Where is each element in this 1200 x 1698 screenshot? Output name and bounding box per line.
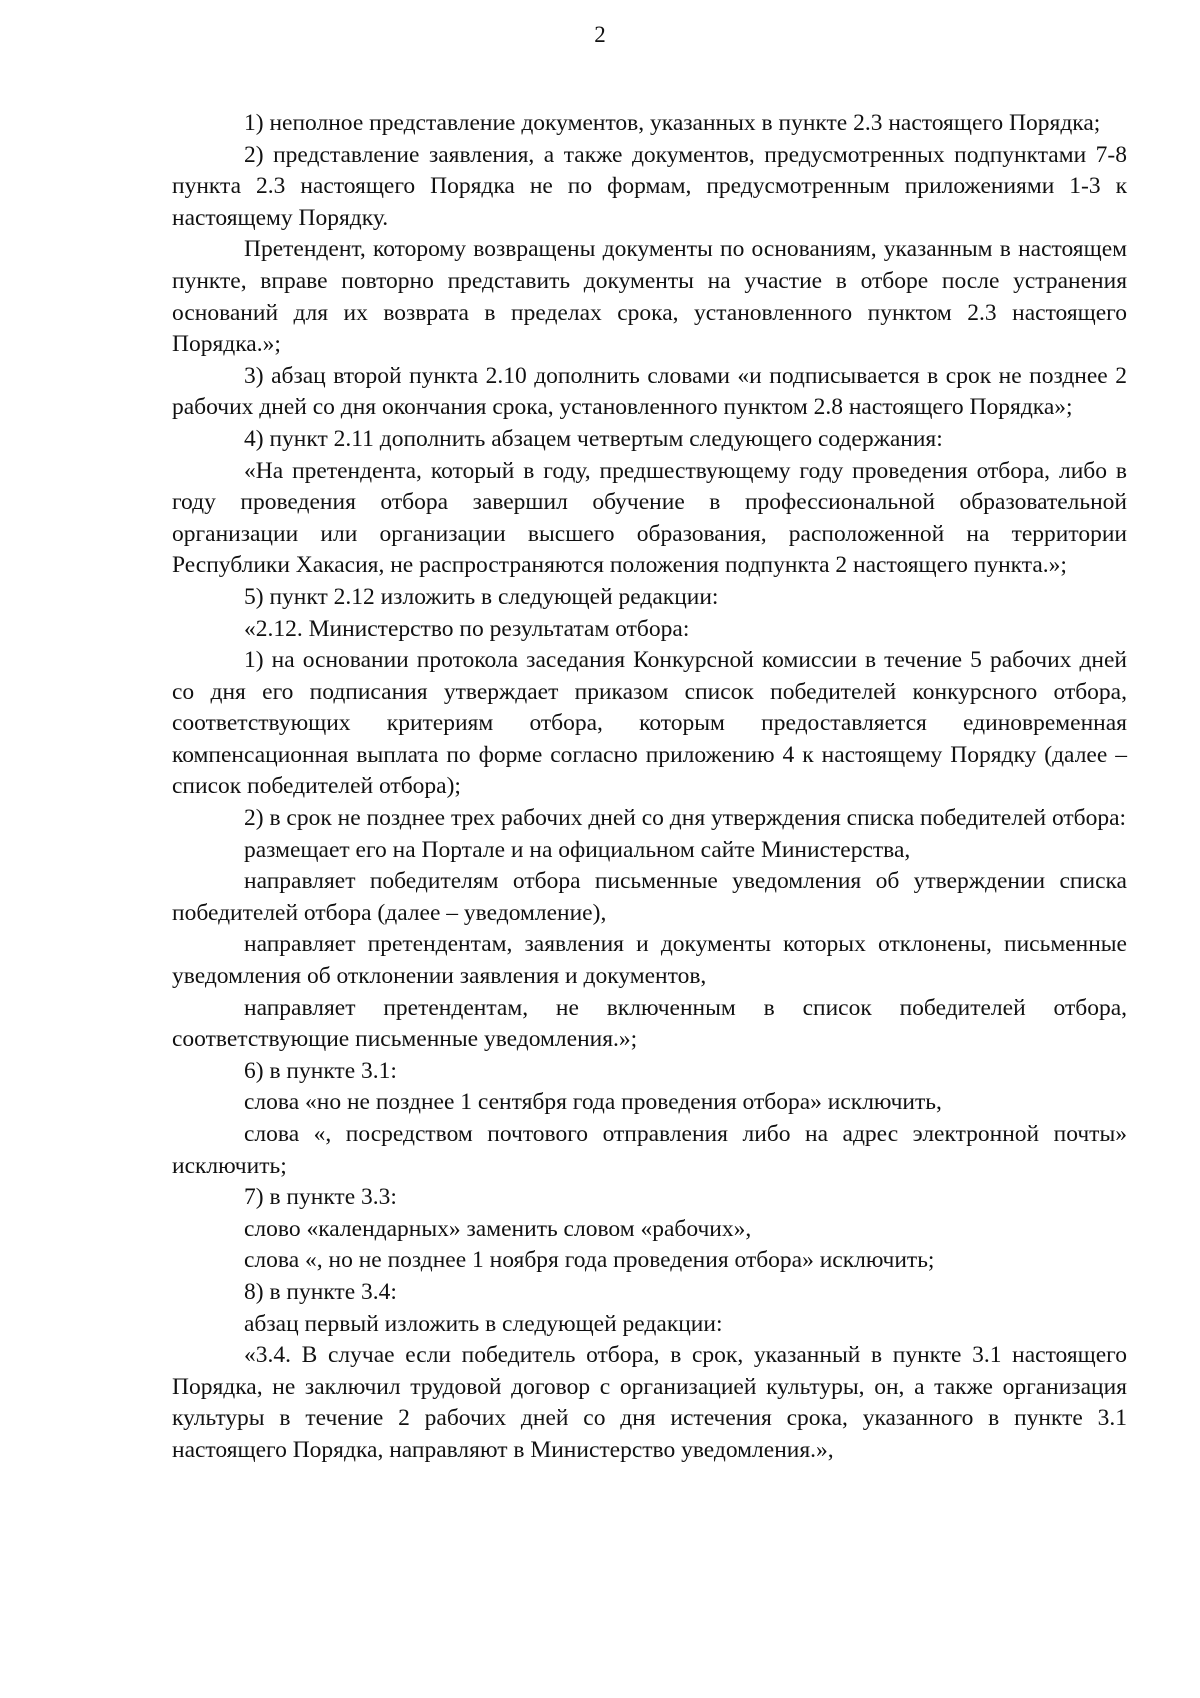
paragraph-publishes-on-portal: размещает его на Портале и на официальном сайте Министерства,: [244, 836, 911, 863]
paragraph-2-12-item-1: 1) на основании протокола заседания Конкурсной комиссии в течение 5 рабочих дней со дня его подписания утверждает приказом список победителей конкурсного отбора, соответствующих критериям отбора, которым предоставляется единовременная компенсационная выплата по форме согласно приложению 4 к настоящему Порядку (далее – список победителей отбора);: [172, 647, 1127, 800]
paragraph-2-12-heading: «2.12. Министерство по результатам отбора:: [244, 615, 690, 642]
paragraph-amendment-8: 8) в пункте 3.4:: [244, 1278, 397, 1305]
paragraph-notifies-winners: направляет победителям отбора письменные уведомления об утверждении списка победителей отбора (далее – уведомление),: [172, 868, 1127, 926]
paragraph-amendment-3: 3) абзац второй пункта 2.10 дополнить словами «и подписывается в срок не позднее 2 рабочих дней со дня окончания срока, установленного пунктом 2.8 настоящего Порядка»;: [172, 362, 1127, 421]
paragraph-item-1-incomplete-documents: 1) неполное представление документов, указанных в пункте 2.3 настоящего Порядка;: [244, 110, 1101, 136]
paragraph-amendment-7: 7) в пункте 3.3:: [244, 1184, 397, 1211]
paragraph-notifies-not-included: направляет претендентам, не включенным в список победителей отбора, соответствующие письменные уведомления.»;: [172, 994, 1127, 1053]
paragraph-notifies-rejected: направляет претендентам, заявления и документы которых отклонены, письменные уведомления об отклонении заявления и документов,: [172, 931, 1127, 990]
page-number: 2: [594, 22, 606, 47]
paragraph-amendment-6-words-2: слова «, посредством почтового отправления либо на адрес электронной почты» исключить;: [172, 1121, 1127, 1179]
paragraph-amendment-4: 4) пункт 2.11 дополнить абзацем четвертым следующего содержания:: [244, 425, 943, 452]
paragraph-amendment-6-words-1: слова «но не позднее 1 сентября года проведения отбора» исключить,: [244, 1089, 942, 1116]
paragraph-applicant-resubmission: Претендент, которому возвращены документы по основаниям, указанным в настоящем пункте, вправе повторно представить документы на участие в отборе после устранения оснований для их возврата в пределах срока, установленного пунктом 2.3 настоящего Порядка.»;: [172, 236, 1127, 358]
paragraph-amendment-5: 5) пункт 2.12 изложить в следующей редакции:: [244, 583, 719, 610]
document-body: [172, 108, 1127, 1467]
paragraph-amendment-6: 6) в пункте 3.1:: [244, 1057, 397, 1084]
paragraph-item-2-wrong-forms: 2) представление заявления, а также документов, предусмотренных подпунктами 7-8 пункта 2.3 настоящего Порядка не по формам, предусмотренным приложениями 1-3 к настоящему Порядку.: [172, 141, 1127, 231]
paragraph-2-12-item-2: 2) в срок не позднее трех рабочих дней со дня утверждения списка победителей отбора:: [244, 805, 1127, 832]
paragraph-amendment-4-text: «На претендента, который в году, предшествующему году проведения отбора, либо в году проведения отбора завершил обучение в профессиональной образовательной организации или организации высшего образования, расположенной на территории Республики Хакасия, не распространяются положения подпункта 2 настоящего пункта.»;: [172, 457, 1127, 579]
paragraph-amendment-7-word: слово «календарных» заменить словом «рабочих»,: [244, 1215, 752, 1242]
paragraph-amendment-7-words: слова «, но не позднее 1 ноября года проведения отбора» исключить;: [244, 1247, 935, 1274]
paragraph-amendment-8-first-para: абзац первый изложить в следующей редакции:: [244, 1310, 723, 1337]
paragraph-3-4-text: «3.4. В случае если победитель отбора, в срок, указанный в пункте 3.1 настоящего Порядка, не заключил трудовой договор с организацией культуры, он, а также организация культуры в течение 2 рабочих дней со дня истечения срока, указанного в пункте 3.1 настоящего Порядка, направляют в Министерство уведомления.»,: [172, 1342, 1127, 1463]
